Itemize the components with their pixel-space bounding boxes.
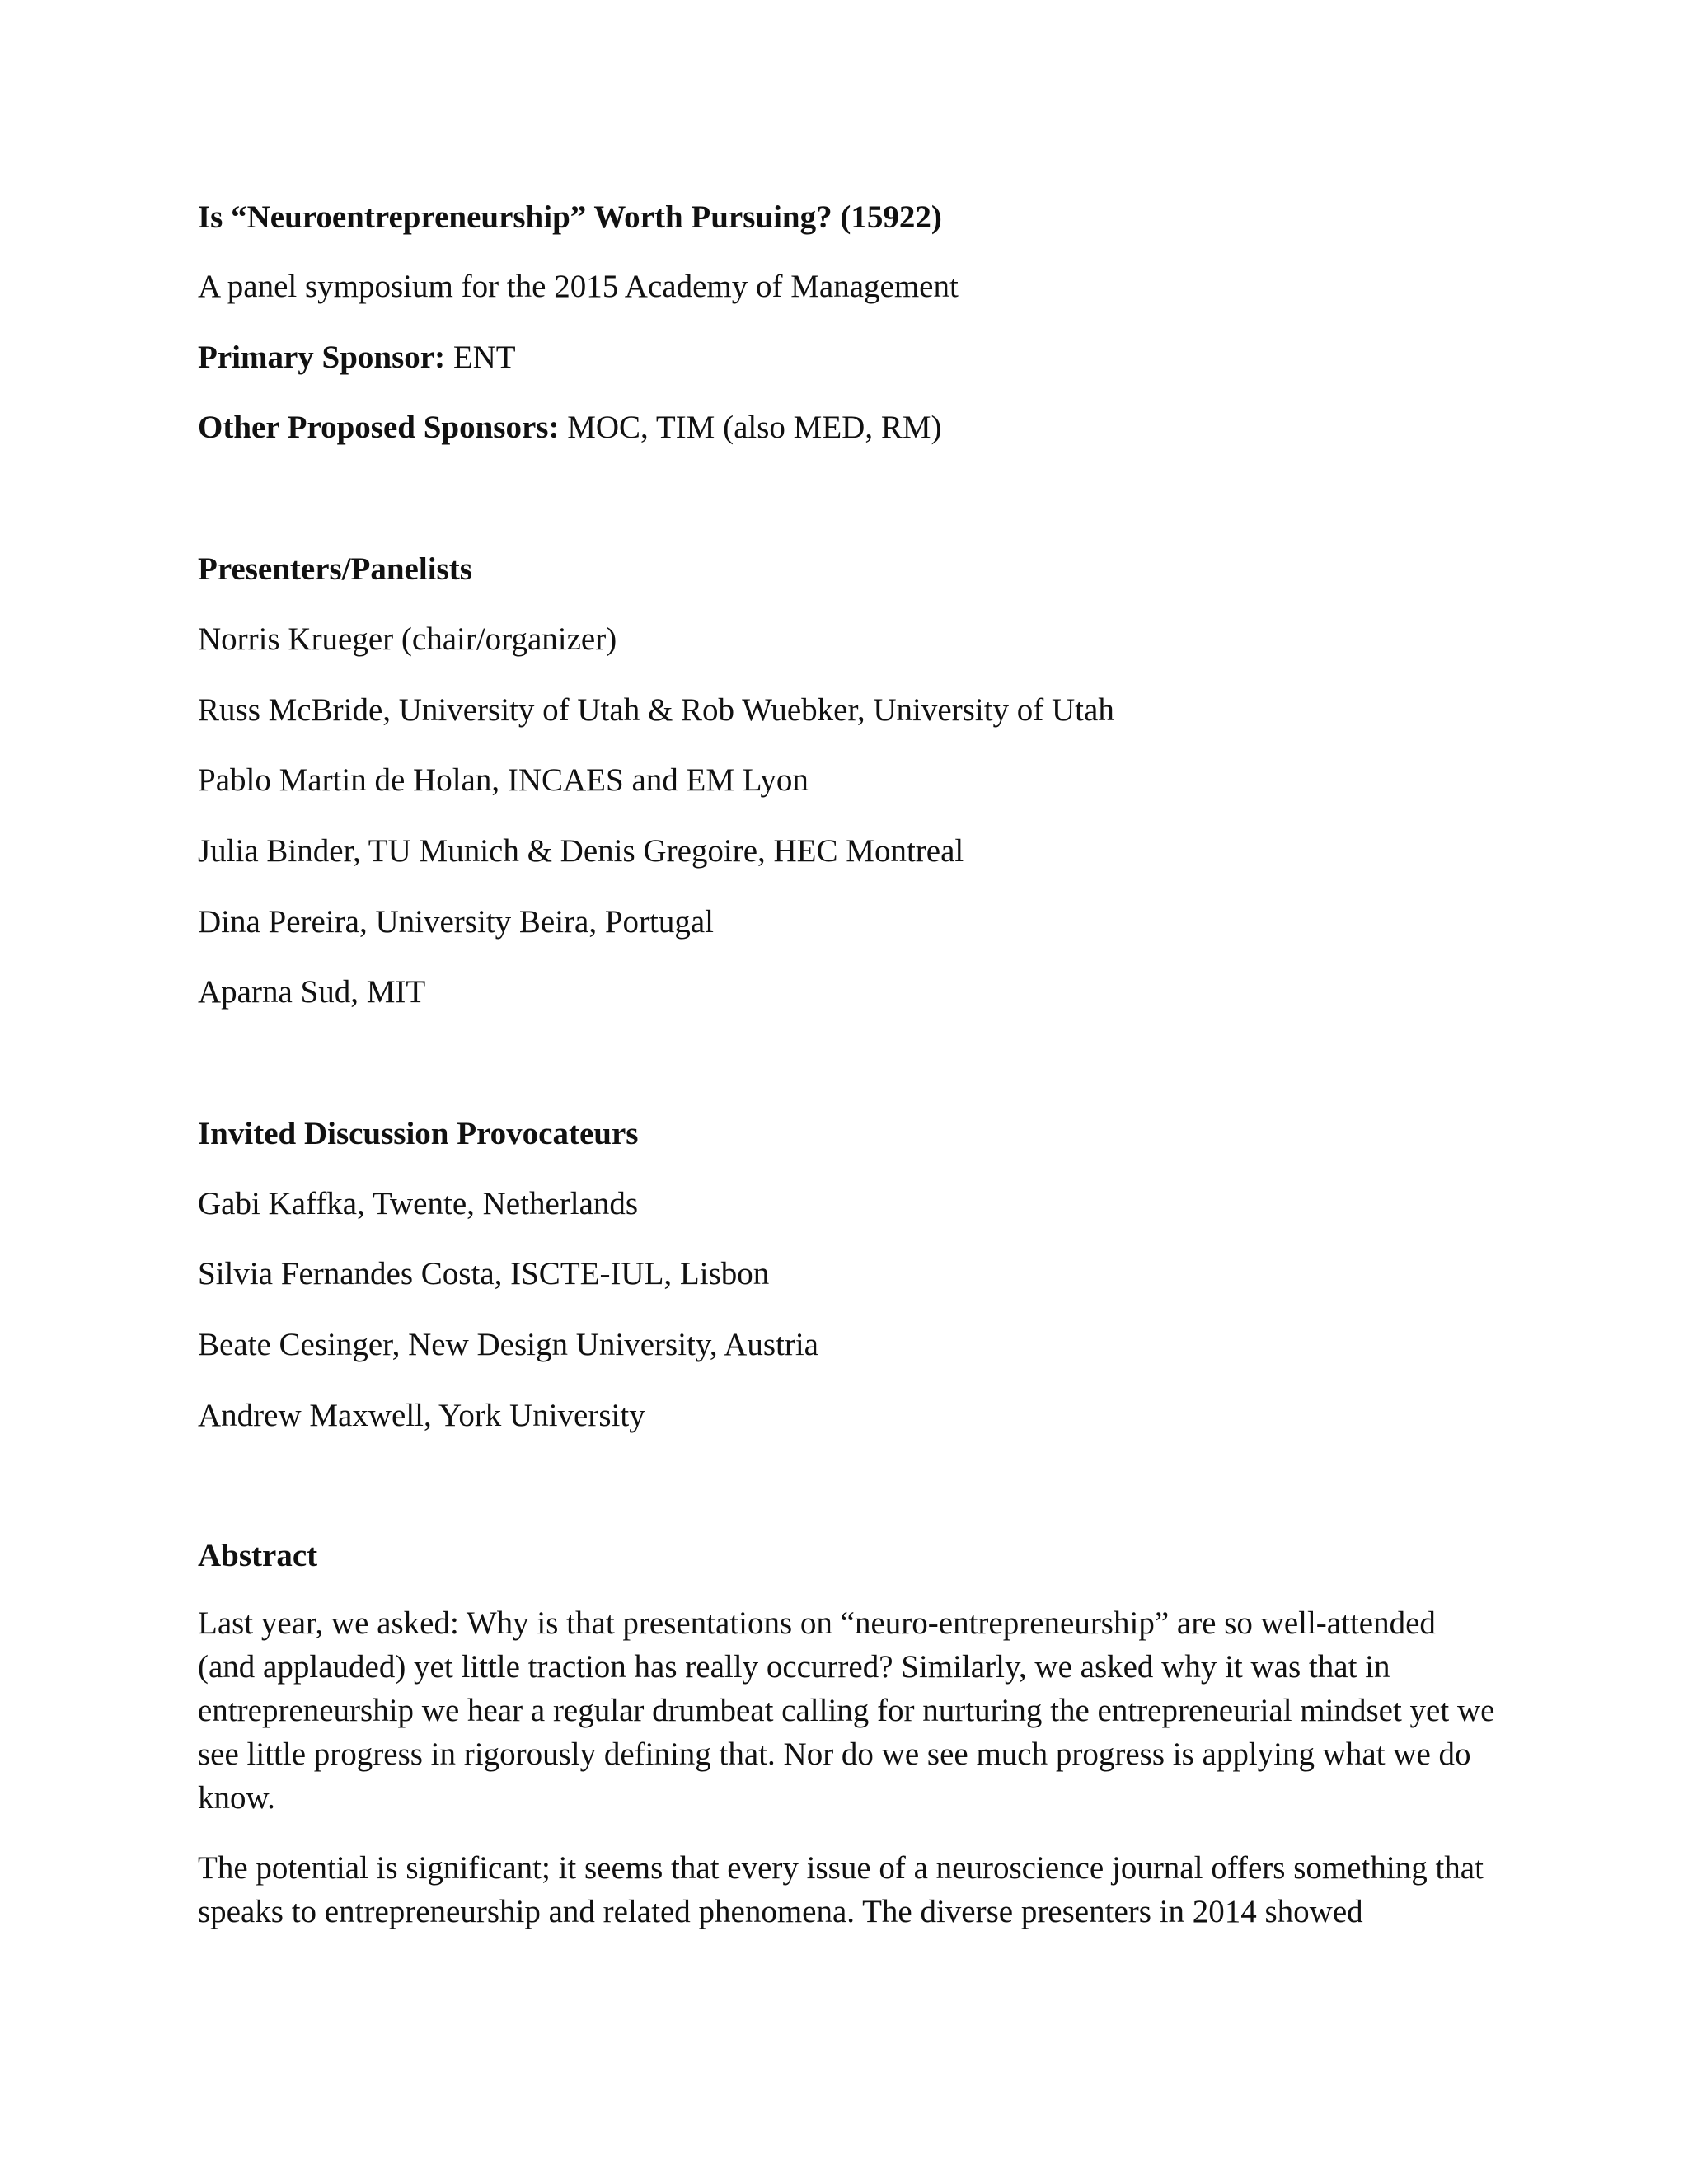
other-sponsors-value: MOC, TIM (also MED, RM) [559, 410, 942, 445]
provocateur-item: Silvia Fernandes Costa, ISCTE-IUL, Lisbon [198, 1256, 770, 1291]
primary-sponsor-line [198, 338, 516, 377]
other-sponsors-label: Other Proposed Sponsors: [198, 410, 560, 445]
document-title: Is “Neuroentrepreneurship” Worth Pursuing? (15922) [198, 199, 942, 235]
presenter-item: Norris Krueger (chair/organizer) [198, 621, 617, 657]
provocateurs-heading: Invited Discussion Provocateurs [198, 1116, 639, 1151]
presenter-item: Russ McBride, University of Utah & Rob Wuebker, University of Utah [198, 692, 1114, 728]
provocateur-item: Beate Cesinger, New Design University, Austria [198, 1327, 818, 1362]
document-subtitle: A panel symposium for the 2015 Academy of Management [198, 269, 959, 304]
presenter-item: Dina Pereira, University Beira, Portugal [198, 904, 714, 940]
provocateur-item: Gabi Kaffka, Twente, Netherlands [198, 1186, 639, 1221]
abstract-heading: Abstract [198, 1538, 318, 1573]
primary-sponsor-label: Primary Sponsor: [198, 340, 446, 375]
abstract-paragraph: The potential is significant; it seems that every issue of a neuroscience journal offers something that speaks to entrepreneurship and related phenomena. The diverse presenters in 2014 showed [198, 1850, 1484, 1929]
other-sponsors-line [198, 408, 942, 448]
presenters-heading: Presenters/Panelists [198, 551, 472, 587]
provocateur-item: Andrew Maxwell, York University [198, 1398, 645, 1433]
abstract-paragraph: Last year, we asked: Why is that presentations on “neuro-entrepreneurship” are so well-attended (and applauded) yet little traction has really occurred? Similarly, we asked why it was that in entrepreneurship we hear a regular drumbeat calling for nurturing the entrepreneurial mindset yet we see little progress in rigorously defining that. Nor do we see much progress is applying what we do know. [198, 1605, 1495, 1816]
presenter-item: Aparna Sud, MIT [198, 974, 426, 1010]
presenter-item: Julia Binder, TU Munich & Denis Gregoire, HEC Montreal [198, 833, 964, 869]
presenter-item: Pablo Martin de Holan, INCAES and EM Lyon [198, 762, 809, 798]
primary-sponsor-value: ENT [445, 340, 516, 375]
